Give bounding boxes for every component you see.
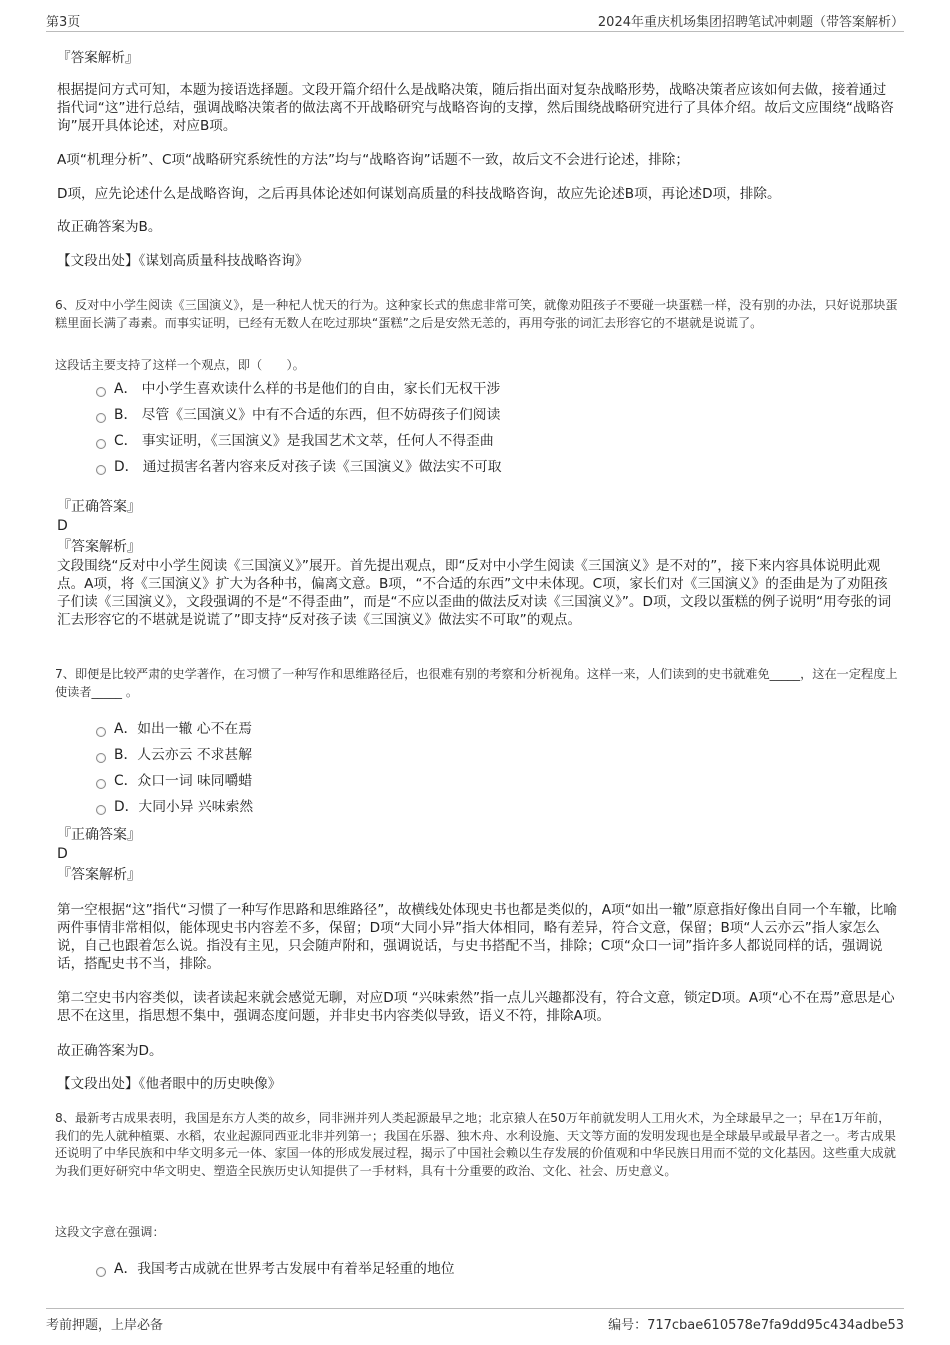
q6-option-a[interactable]	[96, 380, 500, 398]
q7-option-b[interactable]	[96, 746, 252, 764]
q7-option-d[interactable]	[96, 798, 253, 816]
q8-stem: 8、最新考古成果表明，我国是东方人类的故乡，同非洲并列人类起源最早之地；北京猿人在50万年前就发明人工用火术，为全球最早之一；早在1万年前，我们的先人就种植粟、水稻，农业起源同西亚北非并列第一；我国在乐器、独木舟、水利设施、天文等方面的发明发现也是全球最早或最早者之一。考古成果还说明了中华民族和中华文明多元一体、家国一体的形成发展过程，揭示了中国社会赖以生存发展的价值观和中华民族日用而不觉的文化基因。这些重大成就为我们更好研究中华文明史、塑造全民族历史认知提供了一手材料，具有十分重要的政治、文化、社会、历史意义。	[55, 1111, 896, 1178]
radio-icon[interactable]	[96, 413, 106, 423]
q7-option-a-label: A．如出一辙 心不在焉	[114, 721, 252, 737]
q5-source: 【文段出处】《谋划高质量科技战略咨询》	[57, 253, 309, 269]
q7-answer: D	[57, 846, 68, 862]
radio-icon[interactable]	[96, 727, 106, 737]
q7-analysis-p2: 第二空史书内容类似，读者读起来就会感觉无聊，对应D项 “兴味索然”指一点儿兴趣都没有，符合文意，锁定D项。A项“心不在焉”意思是心思不在这里，指思想不集中，强调态度问题，并非史书内容类似导致，语义不符，排除A项。	[57, 990, 895, 1024]
q7-option-c-label: C．众口一词 味同嚼蜡	[114, 773, 253, 789]
radio-icon[interactable]	[96, 1267, 106, 1277]
q8-option-a[interactable]	[96, 1260, 455, 1278]
radio-icon[interactable]	[96, 387, 106, 397]
q5-analysis-p4: 故正确答案为B。	[57, 219, 162, 235]
q6-ask: 这段话主要支持了这样一个观点，即（ ）。	[55, 358, 305, 372]
q8-ask: 这段文字意在强调：	[55, 1225, 165, 1239]
q5-analysis-p1: 根据提问方式可知，本题为接语选择题。文段开篇介绍什么是战略决策，随后指出面对复杂战略形势，战略决策者应该如何去做，接着通过指代词“这”进行总结，强调战略决策者的做法离不开战略研究与战略咨询的支撑，然后围绕战略研究进行了具体介绍。故后文应围绕“战略咨询”展开具体论述，对应B项。	[57, 82, 894, 134]
q6-option-c[interactable]	[96, 432, 494, 450]
q6-analysis-label: 『答案解析』	[57, 539, 141, 555]
q6-option-a-label: A． 中小学生喜欢读什么样的书是他们的自由，家长们无权干涉	[114, 381, 501, 397]
q7-source: 【文段出处】《他者眼中的历史映像》	[57, 1076, 282, 1092]
footer-slogan: 考前押题，上岸必备	[46, 1318, 164, 1333]
q7-option-a[interactable]	[96, 720, 252, 738]
q7-answer-label: 『正确答案』	[57, 827, 141, 843]
q6-answer: D	[57, 518, 68, 534]
q7-option-c[interactable]	[96, 772, 252, 790]
q6-option-d[interactable]	[96, 458, 502, 476]
q6-option-c-label: C． 事实证明，《三国演义》是我国艺术文萃，任何人不得歪曲	[114, 433, 494, 449]
q7-analysis-p3: 故正确答案为D。	[57, 1043, 163, 1059]
q5-analysis-p2: A项“机理分析”、C项“战略研究系统性的方法”均与“战略咨询”话题不一致，故后文不会进行论述，排除；	[57, 152, 689, 168]
q8-option-a-label: A．我国考古成就在世界考古发展中有着举足轻重的地位	[114, 1261, 455, 1277]
q6-option-d-label: D． 通过损害名著内容来反对孩子读《三国演义》做法实不可取	[114, 459, 502, 475]
q6-stem: 6、反对中小学生阅读《三国演义》，是一种杞人忧天的行为。这种家长式的焦虑非常可笑，就像劝阻孩子不要碰一块蛋糕一样，没有别的办法，只好说那块蛋糕里面长满了毒素。而事实证明，已经有无数人在吃过那块“蛋糕”之后是安然无恙的，再用夸张的词汇去形容它的不堪就是说谎了。	[55, 298, 898, 330]
page-number: 第3页	[46, 15, 81, 30]
radio-icon[interactable]	[96, 805, 106, 815]
page-header	[0, 0, 950, 33]
q7-analysis-label: 『答案解析』	[57, 867, 141, 883]
q6-answer-label: 『正确答案』	[57, 499, 141, 515]
q6-analysis: 文段围绕“反对中小学生阅读《三国演义》”展开。首先提出观点，即“反对中小学生阅读《三国演义》是不对的”，接下来内容具体说明此观点。A项，将《三国演义》扩大为各种书，偏离文意。B项，“不合适的东西”文中未体现。C项，家长们对《三国演义》的歪曲是为了劝阻孩子们读《三国演义》，文段强调的不是“不得歪曲”，而是“不应以歪曲的做法反对读《三国演义》”。D项，文段以蛋糕的例子说明“用夸张的词汇去形容它的不堪就是说谎了”即支持“反对孩子读《三国演义》做法实不可取”的观点。	[57, 558, 892, 628]
radio-icon[interactable]	[96, 753, 106, 763]
q7-stem: 7、即便是比较严肃的史学著作，在习惯了一种写作和思维路径后，也很难有别的考察和分析视角。这样一来，人们读到的史书就难免_____，这在一定程度上使读者_____ 。	[55, 667, 898, 699]
header-divider	[46, 31, 904, 32]
q7-analysis-p1: 第一空根据“这”指代“习惯了一种写作思路和思维路径”，故横线处体现史书也都是类似的，A项“如出一辙”原意指好像出自同一个车辙，比喻两件事情非常相似，能体现史书内容差不多，保留；D项“大同小异”指大体相同，略有差异，符合文意，保留；B项“人云亦云”指人家怎么说，自己也跟着怎么说。指没有主见，只会随声附和，强调说话，与史书搭配不当，排除；C项“众口一词”指许多人都说同样的话，强调说话，搭配史书不当，排除。	[57, 902, 897, 972]
radio-icon[interactable]	[96, 439, 106, 449]
footer-divider	[46, 1308, 904, 1309]
q6-option-b[interactable]	[96, 406, 500, 424]
q6-option-b-label: B． 尽管《三国演义》中有不合适的东西，但不妨碍孩子们阅读	[114, 407, 501, 423]
page-footer	[0, 1308, 950, 1345]
document-id: 编号：717cbae610578e7fa9dd95c434adbe53	[608, 1318, 904, 1333]
q5-analysis-p3: D项，应先论述什么是战略咨询，之后再具体论述如何谋划高质量的科技战略咨询，故应先论述B项，再论述D项，排除。	[57, 186, 781, 202]
q7-option-d-label: D．大同小异 兴味索然	[114, 799, 254, 815]
q5-analysis-label: 『答案解析』	[57, 50, 139, 66]
document-title: 2024年重庆机场集团招聘笔试冲刺题（带答案解析）	[597, 15, 904, 30]
q7-option-b-label: B．人云亦云 不求甚解	[114, 747, 253, 763]
radio-icon[interactable]	[96, 779, 106, 789]
radio-icon[interactable]	[96, 465, 106, 475]
